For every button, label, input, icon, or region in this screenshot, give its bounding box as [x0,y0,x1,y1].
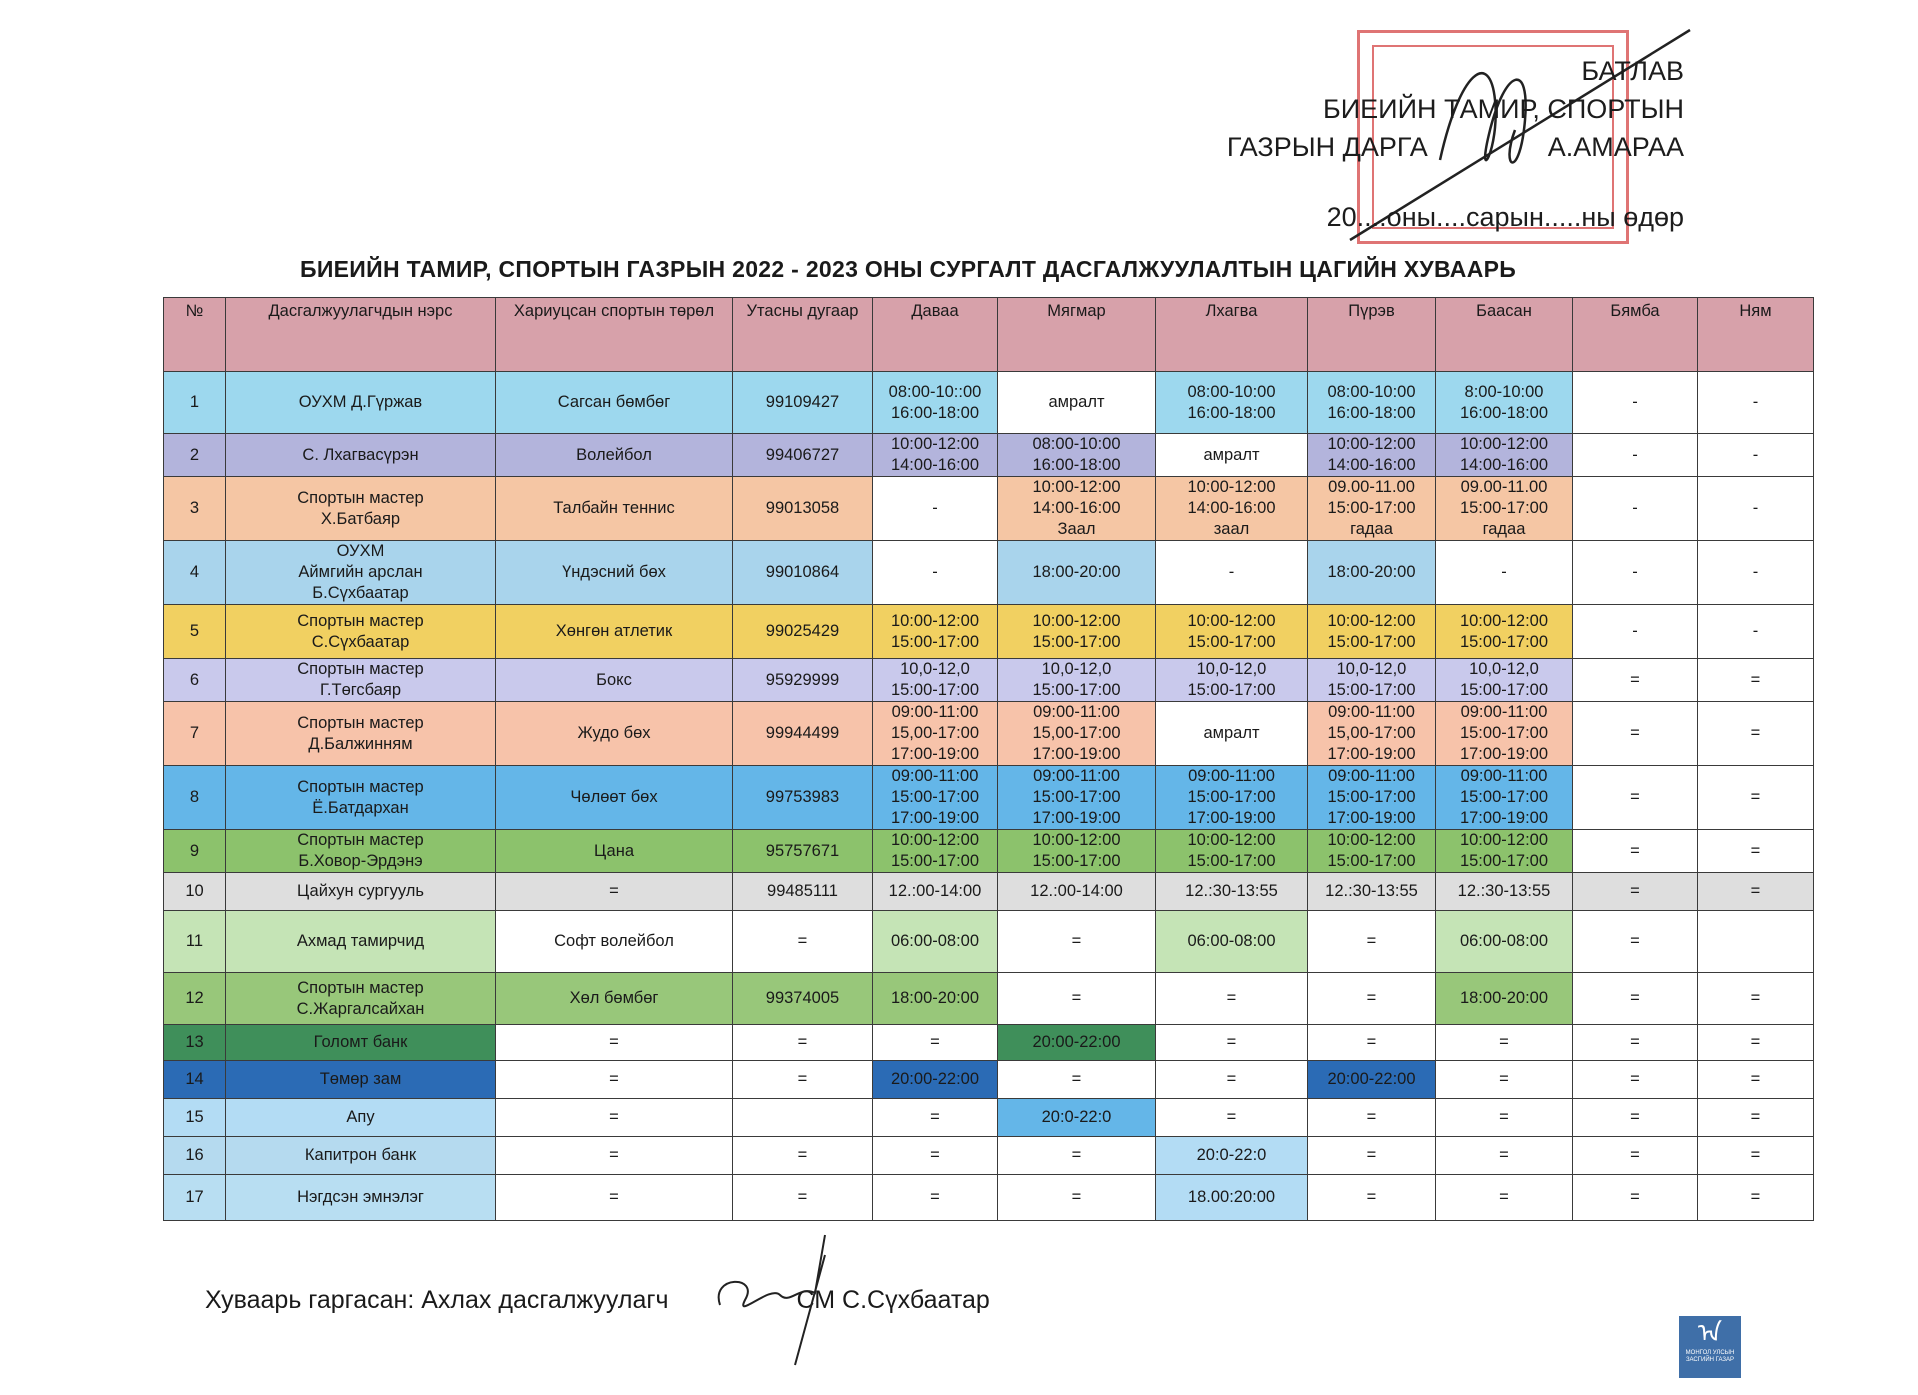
table-row [164,1175,1814,1221]
coach-name: Ахмад тамирчид [226,911,496,973]
row-number: 7 [164,702,226,766]
row-number: 16 [164,1137,226,1175]
friday-cell: = [1436,1137,1573,1175]
approval-signer: А.АМАРАА [1547,132,1684,162]
table-row [164,911,1814,973]
column-header: Даваа [873,298,998,372]
table-row [164,1099,1814,1137]
friday-cell: 12.:30-13:55 [1436,873,1573,911]
thursday-cell: 09:00-11:00 15:00-17:00 17:00-19:00 [1308,766,1436,830]
saturday-cell: = [1573,1137,1698,1175]
thursday-cell: = [1308,1137,1436,1175]
monday-cell: = [873,1025,998,1061]
row-number: 10 [164,873,226,911]
friday-cell: 06:00-08:00 [1436,911,1573,973]
sunday-cell: = [1698,1099,1814,1137]
thursday-cell: 10:00-12:00 15:00-17:00 [1308,605,1436,659]
approval-line-2: БИЕИЙН ТАМИР, СПОРТЫН [1323,94,1684,124]
wednesday-cell: 10,0-12,0 15:00-17:00 [1156,659,1308,702]
tuesday-cell: 09:00-11:00 15:00-17:00 17:00-19:00 [998,766,1156,830]
wednesday-cell: амралт [1156,434,1308,477]
sunday-cell [1698,911,1814,973]
approval-date: 20....оны....сарын.....ны өдөр [1326,202,1684,232]
emblem-caption: МОНГОЛ УЛСЫН ЗАСГИЙН ГАЗАР [1685,1350,1735,1363]
sport-type: = [496,1099,733,1137]
saturday-cell: = [1573,1061,1698,1099]
sunday-cell: = [1698,1025,1814,1061]
approval-position: ГАЗРЫН ДАРГА [1226,132,1428,162]
sunday-cell: = [1698,1137,1814,1175]
sport-type: Софт волейбол [496,911,733,973]
wednesday-cell: 10:00-12:00 15:00-17:00 [1156,605,1308,659]
row-number: 4 [164,541,226,605]
sport-type: Чөлөөт бөх [496,766,733,830]
phone-number: 99013058 [733,477,873,541]
monday-cell: 12.:00-14:00 [873,873,998,911]
saturday-cell: - [1573,477,1698,541]
sport-type: = [496,1175,733,1221]
saturday-cell: - [1573,434,1698,477]
footer-name: СМ С.Сүхбаатар [796,1286,990,1314]
row-number: 15 [164,1099,226,1137]
table-row [164,873,1814,911]
row-number: 14 [164,1061,226,1099]
phone-number: 99025429 [733,605,873,659]
monday-cell: = [873,1175,998,1221]
friday-cell: 18:00-20:00 [1436,973,1573,1025]
friday-cell: 10,0-12,0 15:00-17:00 [1436,659,1573,702]
sport-type: = [496,1025,733,1061]
tuesday-cell: 10:00-12:00 14:00-16:00 Заал [998,477,1156,541]
wednesday-cell: = [1156,973,1308,1025]
phone-number: 99485111 [733,873,873,911]
row-number: 11 [164,911,226,973]
coach-name: Капитрон банк [226,1137,496,1175]
saturday-cell: = [1573,973,1698,1025]
monday-cell: 09:00-11:00 15,00-17:00 17:00-19:00 [873,702,998,766]
coach-name: Спортын мастер Ё.Батдархан [226,766,496,830]
sport-type: = [496,873,733,911]
row-number: 1 [164,372,226,434]
phone-number: = [733,1061,873,1099]
tuesday-cell: = [998,1175,1156,1221]
coach-name: Төмөр зам [226,1061,496,1099]
approval-line-3 [1227,128,1684,166]
table-row [164,659,1814,702]
saturday-cell: - [1573,372,1698,434]
monday-cell: = [873,1137,998,1175]
table-row [164,1137,1814,1175]
saturday-cell: = [1573,830,1698,873]
thursday-cell: 20:00-22:00 [1308,1061,1436,1099]
tuesday-cell: 10:00-12:00 15:00-17:00 [998,830,1156,873]
wednesday-cell: амралт [1156,702,1308,766]
coach-name: Спортын мастер Д.Балжинням [226,702,496,766]
coach-name: Спортын мастер С.Сүхбаатар [226,605,496,659]
wednesday-cell: 10:00-12:00 14:00-16:00 заал [1156,477,1308,541]
column-header: Бямба [1573,298,1698,372]
table-row [164,1025,1814,1061]
sport-type: Жудо бөх [496,702,733,766]
monday-cell: = [873,1099,998,1137]
coach-name: ОУХМ Аймгийн арслан Б.Сүхбаатар [226,541,496,605]
wednesday-cell: 09:00-11:00 15:00-17:00 17:00-19:00 [1156,766,1308,830]
friday-cell: 09:00-11:00 15:00-17:00 17:00-19:00 [1436,702,1573,766]
phone-number: 95757671 [733,830,873,873]
saturday-cell: - [1573,605,1698,659]
friday-cell: 8:00-10:00 16:00-18:00 [1436,372,1573,434]
schedule-header-row [164,298,1814,372]
table-row [164,702,1814,766]
phone-number: 99406727 [733,434,873,477]
row-number: 2 [164,434,226,477]
thursday-cell: 08:00-10:00 16:00-18:00 [1308,372,1436,434]
coach-name: Цайхун сургууль [226,873,496,911]
phone-number: 99753983 [733,766,873,830]
phone-number [733,1099,873,1137]
sport-type: Цана [496,830,733,873]
coach-name: Голомт банк [226,1025,496,1061]
saturday-cell: = [1573,1025,1698,1061]
friday-cell: = [1436,1175,1573,1221]
monday-cell: 10:00-12:00 15:00-17:00 [873,830,998,873]
saturday-cell: = [1573,659,1698,702]
phone-number: 95929999 [733,659,873,702]
column-header: Лхагва [1156,298,1308,372]
thursday-cell: 12.:30-13:55 [1308,873,1436,911]
wednesday-cell: = [1156,1025,1308,1061]
monday-cell: 10:00-12:00 14:00-16:00 [873,434,998,477]
friday-cell: 09:00-11:00 15:00-17:00 17:00-19:00 [1436,766,1573,830]
saturday-cell: - [1573,541,1698,605]
monday-cell: 06:00-08:00 [873,911,998,973]
saturday-cell: = [1573,702,1698,766]
thursday-cell: 18:00-20:00 [1308,541,1436,605]
column-header: Ням [1698,298,1814,372]
saturday-cell: = [1573,873,1698,911]
tuesday-cell: 10,0-12,0 15:00-17:00 [998,659,1156,702]
phone-number: = [733,911,873,973]
sunday-cell: = [1698,659,1814,702]
sunday-cell: = [1698,973,1814,1025]
row-number: 3 [164,477,226,541]
column-header: Хариуцсан спортын төрөл [496,298,733,372]
coach-name: Апу [226,1099,496,1137]
thursday-cell: = [1308,1025,1436,1061]
sport-type: Хөл бөмбөг [496,973,733,1025]
monday-cell: 18:00-20:00 [873,973,998,1025]
footer [205,1286,990,1315]
coach-name: Спортын мастер Х.Батбаяр [226,477,496,541]
row-number: 6 [164,659,226,702]
saturday-cell: = [1573,766,1698,830]
wednesday-cell: = [1156,1099,1308,1137]
saturday-cell: = [1573,911,1698,973]
thursday-cell: 09:00-11:00 15,00-17:00 17:00-19:00 [1308,702,1436,766]
sport-type: Волейбол [496,434,733,477]
wednesday-cell: 12.:30-13:55 [1156,873,1308,911]
sunday-cell: = [1698,873,1814,911]
sunday-cell: = [1698,702,1814,766]
sunday-cell: = [1698,1175,1814,1221]
table-row [164,973,1814,1025]
table-row [164,541,1814,605]
row-number: 5 [164,605,226,659]
friday-cell: 10:00-12:00 15:00-17:00 [1436,605,1573,659]
monday-cell: 10,0-12,0 15:00-17:00 [873,659,998,702]
sport-type: = [496,1137,733,1175]
phone-number: 99374005 [733,973,873,1025]
monday-cell: - [873,541,998,605]
sport-type: = [496,1061,733,1099]
thursday-cell: = [1308,1175,1436,1221]
table-row [164,766,1814,830]
friday-cell: 09.00-11.00 15:00-17:00 гадаа [1436,477,1573,541]
friday-cell: = [1436,1099,1573,1137]
table-row [164,477,1814,541]
sunday-cell: = [1698,1061,1814,1099]
phone-number: 99109427 [733,372,873,434]
document-title: БИЕИЙН ТАМИР, СПОРТЫН ГАЗРЫН 2022 - 2023 ОНЫ СУРГАЛТ ДАСГАЛЖУУЛАЛТЫН ЦАГИЙН ХУВААРЬ [300,256,1517,282]
thursday-cell: = [1308,911,1436,973]
column-header: Пүрэв [1308,298,1436,372]
friday-cell: 10:00-12:00 15:00-17:00 [1436,830,1573,873]
coach-name: С. Лхагвасүрэн [226,434,496,477]
tuesday-cell: = [998,911,1156,973]
row-number: 13 [164,1025,226,1061]
sport-type: Сагсан бөмбөг [496,372,733,434]
tuesday-cell: 12.:00-14:00 [998,873,1156,911]
row-number: 8 [164,766,226,830]
thursday-cell: 10:00-12:00 14:00-16:00 [1308,434,1436,477]
wednesday-cell: 18.00:20:00 [1156,1175,1308,1221]
tuesday-cell: = [998,973,1156,1025]
sport-type: Хөнгөн атлетик [496,605,733,659]
tuesday-cell: 08:00-10:00 16:00-18:00 [998,434,1156,477]
wednesday-cell: 08:00-10:00 16:00-18:00 [1156,372,1308,434]
friday-cell: 10:00-12:00 14:00-16:00 [1436,434,1573,477]
table-row [164,830,1814,873]
tuesday-cell: = [998,1137,1156,1175]
thursday-cell: = [1308,1099,1436,1137]
friday-cell: = [1436,1061,1573,1099]
thursday-cell: = [1308,973,1436,1025]
coach-name: Спортын мастер Б.Ховор-Эрдэнэ [226,830,496,873]
table-row [164,605,1814,659]
column-header: Утасны дугаар [733,298,873,372]
sunday-cell: - [1698,541,1814,605]
row-number: 9 [164,830,226,873]
phone-number: = [733,1137,873,1175]
wednesday-cell: 06:00-08:00 [1156,911,1308,973]
saturday-cell: = [1573,1099,1698,1137]
coach-name: Спортын мастер С.Жаргалсайхан [226,973,496,1025]
tuesday-cell: = [998,1061,1156,1099]
schedule-table [163,297,1814,1221]
coach-name: Спортын мастер Г.Төгсбаяр [226,659,496,702]
thursday-cell: 09.00-11.00 15:00-17:00 гадаа [1308,477,1436,541]
sunday-cell: - [1698,605,1814,659]
row-number: 17 [164,1175,226,1221]
table-row [164,434,1814,477]
monday-cell: 10:00-12:00 15:00-17:00 [873,605,998,659]
sport-type: Үндэсний бөх [496,541,733,605]
column-header: Дасгалжуулагчдын нэрс [226,298,496,372]
approval-line-1: БАТЛАВ [1581,56,1684,86]
row-number: 12 [164,973,226,1025]
sunday-cell: - [1698,434,1814,477]
table-row [164,372,1814,434]
thursday-cell: 10,0-12,0 15:00-17:00 [1308,659,1436,702]
sunday-cell: = [1698,766,1814,830]
thursday-cell: 10:00-12:00 15:00-17:00 [1308,830,1436,873]
tuesday-cell: 10:00-12:00 15:00-17:00 [998,605,1156,659]
footer-label: Хуваарь гаргасан: Ахлах дасгалжуулагч [205,1286,669,1314]
monday-cell: 08:00-10::00 16:00-18:00 [873,372,998,434]
coach-name: Нэгдсэн эмнэлэг [226,1175,496,1221]
saturday-cell: = [1573,1175,1698,1221]
phone-number: 99010864 [733,541,873,605]
wednesday-cell: - [1156,541,1308,605]
sport-type: Бокс [496,659,733,702]
wednesday-cell: 20:0-22:0 [1156,1137,1308,1175]
sunday-cell: - [1698,477,1814,541]
table-row [164,1061,1814,1099]
monday-cell: 20:00-22:00 [873,1061,998,1099]
column-header: Мягмар [998,298,1156,372]
tuesday-cell: амралт [998,372,1156,434]
schedule-body [164,372,1814,1221]
coach-name: ОУХМ Д.Гүржав [226,372,496,434]
tuesday-cell: 18:00-20:00 [998,541,1156,605]
sunday-cell: = [1698,830,1814,873]
approval-block [1227,52,1684,236]
friday-cell: - [1436,541,1573,605]
tuesday-cell: 20:0-22:0 [998,1099,1156,1137]
friday-cell: = [1436,1025,1573,1061]
column-header: № [164,298,226,372]
monday-cell: - [873,477,998,541]
soyombo-icon: ᠠ [1697,1318,1723,1348]
sunday-cell: - [1698,372,1814,434]
tuesday-cell: 20:00-22:00 [998,1025,1156,1061]
government-emblem [1679,1316,1741,1378]
wednesday-cell: = [1156,1061,1308,1099]
phone-number: = [733,1025,873,1061]
phone-number: 99944499 [733,702,873,766]
column-header: Баасан [1436,298,1573,372]
sport-type: Талбайн теннис [496,477,733,541]
tuesday-cell: 09:00-11:00 15,00-17:00 17:00-19:00 [998,702,1156,766]
phone-number: = [733,1175,873,1221]
monday-cell: 09:00-11:00 15:00-17:00 17:00-19:00 [873,766,998,830]
wednesday-cell: 10:00-12:00 15:00-17:00 [1156,830,1308,873]
